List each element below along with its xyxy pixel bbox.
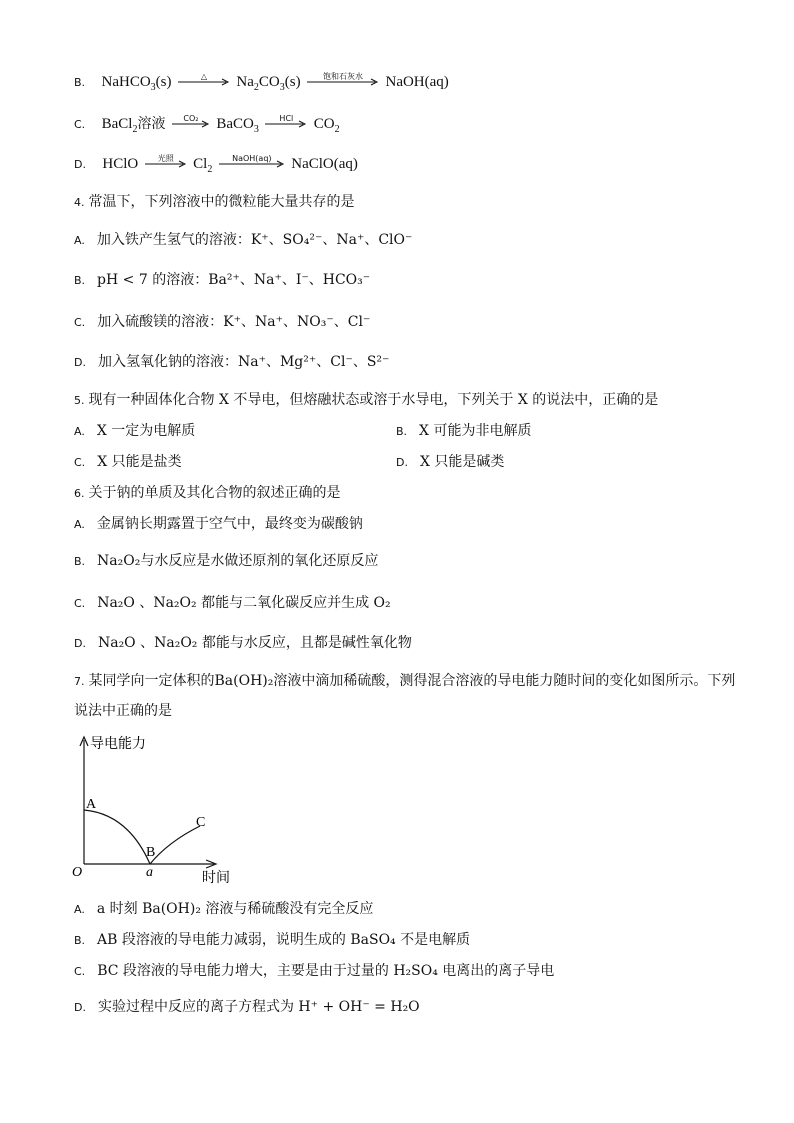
reaction-condition: HCl <box>279 114 294 123</box>
option-label: B. <box>74 274 86 287</box>
reaction-condition: 光照 <box>157 154 174 163</box>
q7-option-a <box>74 899 373 920</box>
q4-option-a <box>74 230 412 251</box>
option-label: D. <box>74 356 86 369</box>
option-text: X 一定为电解质 <box>96 423 196 439</box>
option-text: X 只能是碱类 <box>419 454 505 470</box>
q7-option-c <box>74 961 554 982</box>
option-text: a 时刻 Ba(OH)₂ 溶液与稀硫酸没有完全反应 <box>96 901 374 917</box>
formula-nahco3: NaHCO$_3$(s) <box>101 74 172 93</box>
formula-hclo: HClO <box>102 156 139 172</box>
question-number: 5. <box>74 394 85 407</box>
reaction-arrow <box>307 72 379 86</box>
option-label: C. <box>74 118 86 131</box>
option-label: D. <box>74 1001 86 1014</box>
option-label: A. <box>74 903 85 916</box>
option-text: 加入硫酸镁的溶液：K⁺、Na⁺、NO₃⁻、Cl⁻ <box>97 314 371 330</box>
option-label: C. <box>74 597 86 610</box>
formula-na2co3: $Na_2CO_3(s)$ <box>236 74 301 93</box>
reaction-arrow <box>178 72 230 86</box>
option-text: Na₂O₂与水反应是水做还原剂的氧化还原反应 <box>97 553 379 569</box>
option-label: B. <box>74 76 86 89</box>
curve-bc <box>150 826 200 864</box>
question-text: 某同学向一定体积的Ba(OH)₂溶液中滴加稀硫酸，测得混合溶液的导电能力随时间的变化如图所示。下列 <box>88 673 736 689</box>
reaction-condition: CO₂ <box>183 114 199 123</box>
option-text: Na₂O 、Na₂O₂ 都能与水反应，且都是碱性氧化物 <box>97 635 412 651</box>
option-text: 加入铁产生氢气的溶液：K⁺、SO₄²⁻、Na⁺、ClO⁻ <box>96 232 413 248</box>
q3-option-b <box>74 72 449 98</box>
formula-naoh: NaOH(aq) <box>385 74 449 90</box>
option-text: AB 段溶液的导电能力减弱，说明生成的 BaSO₄ 不是电解质 <box>97 932 471 948</box>
option-text: 加入氢氧化钠的溶液：Na⁺、Mg²⁺、Cl⁻、S²⁻ <box>97 354 390 370</box>
point-b-label: B <box>146 845 156 860</box>
x-axis-label: 时间 <box>202 871 230 886</box>
q3-option-d <box>74 154 358 180</box>
option-text: 实验过程中反应的离子方程式为 H⁺ + OH⁻ = H₂O <box>97 999 420 1015</box>
option-label: A. <box>74 234 85 247</box>
formula-bacl2: BaCl$_2$ <box>101 116 138 135</box>
reaction-arrow <box>219 154 285 168</box>
option-text: X 只能是盐类 <box>97 454 182 470</box>
q5-option-a <box>74 421 195 442</box>
option-text: pH < 7 的溶液：Ba²⁺、Na⁺、I⁻、HCO₃⁻ <box>97 272 371 288</box>
option-text: Na₂O 、Na₂O₂ 都能与二氧化碳反应并生成 O₂ <box>97 595 391 611</box>
option-label: C. <box>74 456 86 469</box>
reaction-arrow <box>172 114 210 128</box>
question-number: 6. <box>74 487 85 500</box>
reaction-arrow <box>265 114 307 128</box>
curve-ab <box>84 810 150 864</box>
q5-option-d <box>396 452 504 473</box>
formula-cl2: $Cl_2$ <box>193 156 213 175</box>
q7-stem-line2 <box>74 701 172 721</box>
q3-option-c <box>74 114 340 140</box>
solution-text: 溶液 <box>137 116 166 132</box>
q5-option-b <box>396 421 531 442</box>
q7-stem-line1 <box>74 671 735 692</box>
reaction-condition: 饱和石灰水 <box>323 72 364 81</box>
option-label: B. <box>74 555 86 568</box>
q6-option-a <box>74 514 363 535</box>
question-number: 4. <box>74 196 85 209</box>
formula-baco3: BaCO$_3$ <box>216 116 259 135</box>
option-label: D. <box>396 456 408 469</box>
option-label: B. <box>74 934 86 947</box>
q5-option-c <box>74 452 182 473</box>
reaction-condition: NaOH(aq) <box>232 154 272 163</box>
q4-option-c <box>74 312 370 333</box>
question-text: 现有一种固体化合物 X 不导电，但熔融状态或溶于水导电，下列关于 X 的说法中，正确的是 <box>88 392 659 408</box>
option-label: D. <box>74 637 86 650</box>
formula-naclo: NaClO(aq) <box>291 156 358 172</box>
conductivity-graph <box>68 734 248 889</box>
q4-option-b <box>74 270 370 291</box>
option-label: C. <box>74 965 86 978</box>
question-text: 说法中正确的是 <box>74 703 172 719</box>
option-text: X 可能为非电解质 <box>419 423 532 439</box>
q7-option-d <box>74 997 420 1018</box>
origin-label: O <box>72 865 83 880</box>
formula-co2: $CO_2$ <box>313 116 340 135</box>
reaction-arrow <box>145 154 187 168</box>
q6-stem <box>74 483 341 504</box>
option-text: 金属钠长期露置于空气中，最终变为碳酸钠 <box>96 516 363 532</box>
option-label: B. <box>396 425 408 438</box>
option-label: C. <box>74 316 86 329</box>
question-text: 关于钠的单质及其化合物的叙述正确的是 <box>88 485 341 501</box>
option-label: A. <box>74 425 85 438</box>
q6-option-d <box>74 633 412 654</box>
q4-option-d <box>74 352 389 373</box>
tick-label-a: a <box>146 865 153 880</box>
question-number: 7. <box>74 675 85 688</box>
option-text: BC 段溶液的导电能力增大，主要是由于过量的 H₂SO₄ 电离出的离子导电 <box>97 963 555 979</box>
point-c-label: C <box>196 815 206 830</box>
option-label: A. <box>74 518 85 531</box>
q7-option-b <box>74 930 470 951</box>
reaction-condition: △ <box>200 72 208 81</box>
y-axis-label: 导电能力 <box>90 737 146 752</box>
q4-stem <box>74 192 355 213</box>
q6-option-b <box>74 551 378 572</box>
q5-stem <box>74 390 658 411</box>
question-text: 常温下，下列溶液中的微粒能大量共存的是 <box>88 194 355 210</box>
q6-option-c <box>74 593 391 614</box>
point-a-label: A <box>86 797 97 812</box>
option-label: D. <box>74 158 86 171</box>
